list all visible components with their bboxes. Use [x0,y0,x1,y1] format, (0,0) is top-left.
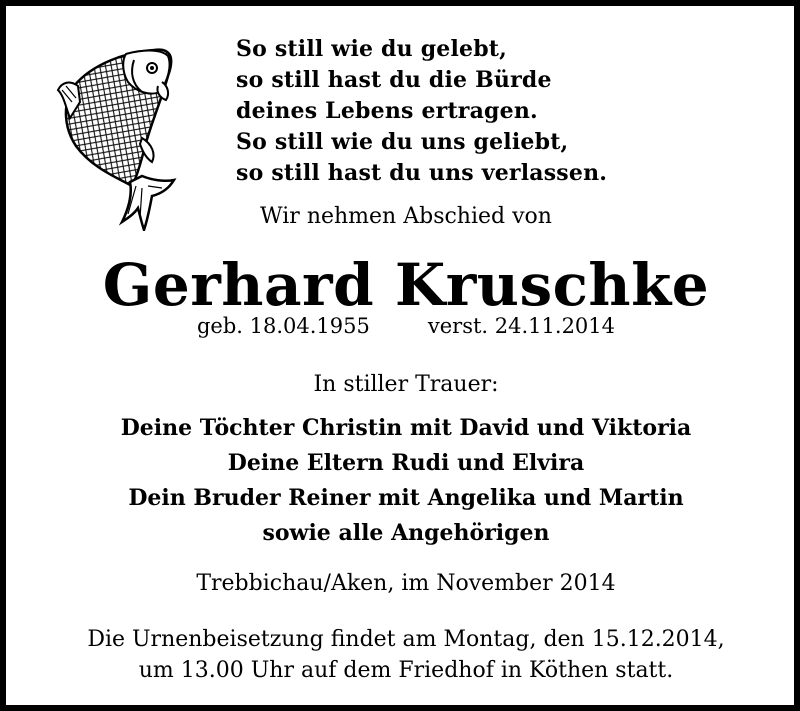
mourner-line: Deine Eltern Rudi und Elvira [227,450,585,476]
death-date: verst. 24.11.2014 [427,314,616,338]
place-date: Trebbichau/Aken, im November 2014 [196,571,616,596]
mourner-line: sowie alle Angehörigen [262,520,550,546]
poem-line: So still wie du gelebt, [236,36,508,62]
birth-date: geb. 18.04.1955 [196,314,370,338]
burial-line: um 13.00 Uhr auf dem Friedhof in Köthen statt. [138,658,674,683]
poem-line: So still wie du uns geliebt, [236,129,569,155]
poem-line: so still hast du die Bürde [236,67,552,93]
burial-line: Die Urnenbeisetzung findet am Montag, den 15.12.2014, [87,627,725,652]
mourning-heading: In stiller Trauer: [313,372,499,397]
deceased-name: Gerhard Kruschke [102,251,710,319]
burial-info [6,624,800,686]
poem-line: so still hast du uns verlassen. [236,160,608,186]
poem [236,34,607,189]
mourner-line: Deine Töchter Christin mit David und Viktoria [120,415,692,441]
poem-line: deines Lebens ertragen. [236,98,538,124]
life-dates [6,314,800,338]
mourners-list [6,411,800,551]
intro-text: Wir nehmen Abschied von [260,204,552,229]
mourner-line: Dein Bruder Reiner mit Angelika und Martin [128,485,684,511]
